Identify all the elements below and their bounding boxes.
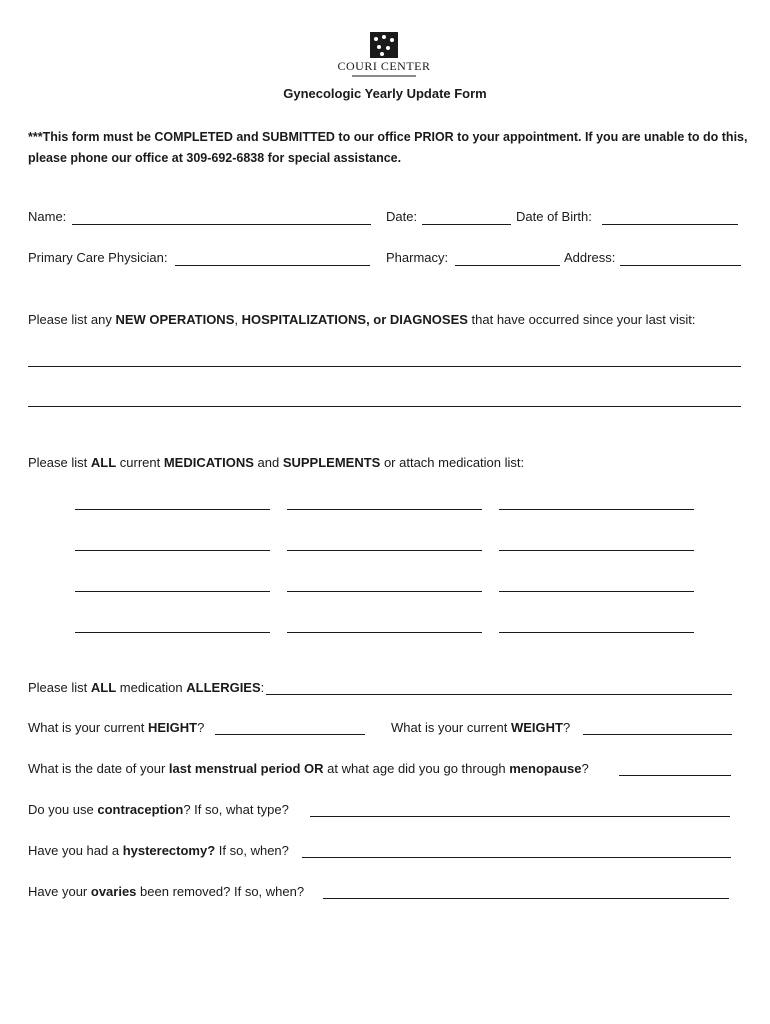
medication-line[interactable] — [499, 509, 694, 510]
date-field[interactable] — [422, 224, 511, 225]
address-field[interactable] — [620, 265, 741, 266]
hysterectomy-prompt: Have you had a hysterectomy? If so, when? — [28, 843, 289, 858]
medication-line[interactable] — [287, 632, 482, 633]
weight-field[interactable] — [583, 734, 732, 735]
hysterectomy-field[interactable] — [302, 857, 731, 858]
medication-line[interactable] — [75, 509, 270, 510]
pcp-field[interactable] — [175, 265, 370, 266]
allergies-prompt: Please list ALL medication ALLERGIES: — [28, 680, 265, 695]
medication-line[interactable] — [287, 591, 482, 592]
operations-line-2[interactable] — [28, 406, 741, 407]
form-title: Gynecologic Yearly Update Form — [283, 86, 487, 101]
medication-line[interactable] — [75, 632, 270, 633]
medication-line[interactable] — [75, 550, 270, 551]
ovaries-field[interactable] — [323, 898, 729, 899]
medication-line[interactable] — [499, 591, 694, 592]
name-field[interactable] — [72, 224, 371, 225]
weight-prompt: What is your current WEIGHT? — [391, 720, 571, 735]
dob-field[interactable] — [602, 224, 738, 225]
address-label: Address: — [564, 250, 616, 265]
medication-line[interactable] — [499, 632, 694, 633]
height-prompt: What is your current HEIGHT? — [28, 720, 205, 735]
logo-tagline — [352, 75, 416, 77]
height-field[interactable] — [215, 734, 365, 735]
contraception-field[interactable] — [310, 816, 730, 817]
logo-mark-icon — [370, 32, 398, 58]
lmp-field[interactable] — [619, 775, 731, 776]
lmp-prompt: What is the date of your last menstrual period OR at what age did you go through menopause? — [28, 761, 589, 776]
medication-line[interactable] — [75, 591, 270, 592]
medications-prompt: Please list ALL current MEDICATIONS and SUPPLEMENTS or attach medication list: — [28, 455, 525, 470]
ovaries-prompt: Have your ovaries been removed? If so, when? — [28, 884, 305, 899]
couri-center-logo — [330, 28, 438, 80]
medication-line[interactable] — [287, 509, 482, 510]
instructions-notice: ***This form must be COMPLETED and SUBMITTED to our office PRIOR to your appointment. If you are unable to do this, please phone our office at 309-692-6838 for special assistance. — [28, 130, 748, 165]
pcp-label: Primary Care Physician: — [28, 250, 168, 265]
dob-label: Date of Birth: — [516, 209, 592, 224]
date-label: Date: — [386, 209, 418, 224]
allergies-field[interactable] — [266, 694, 732, 695]
pharmacy-label: Pharmacy: — [386, 250, 449, 265]
pharmacy-field[interactable] — [455, 265, 560, 266]
contraception-prompt: Do you use contraception? If so, what type? — [28, 802, 289, 817]
name-label: Name: — [28, 209, 67, 224]
logo-name: COURI CENTER — [337, 59, 431, 73]
medication-line[interactable] — [287, 550, 482, 551]
operations-prompt: Please list any NEW OPERATIONS, HOSPITALIZATIONS, or DIAGNOSES that have occurred since your last visit: — [28, 312, 696, 327]
operations-line-1[interactable] — [28, 366, 741, 367]
medication-line[interactable] — [499, 550, 694, 551]
